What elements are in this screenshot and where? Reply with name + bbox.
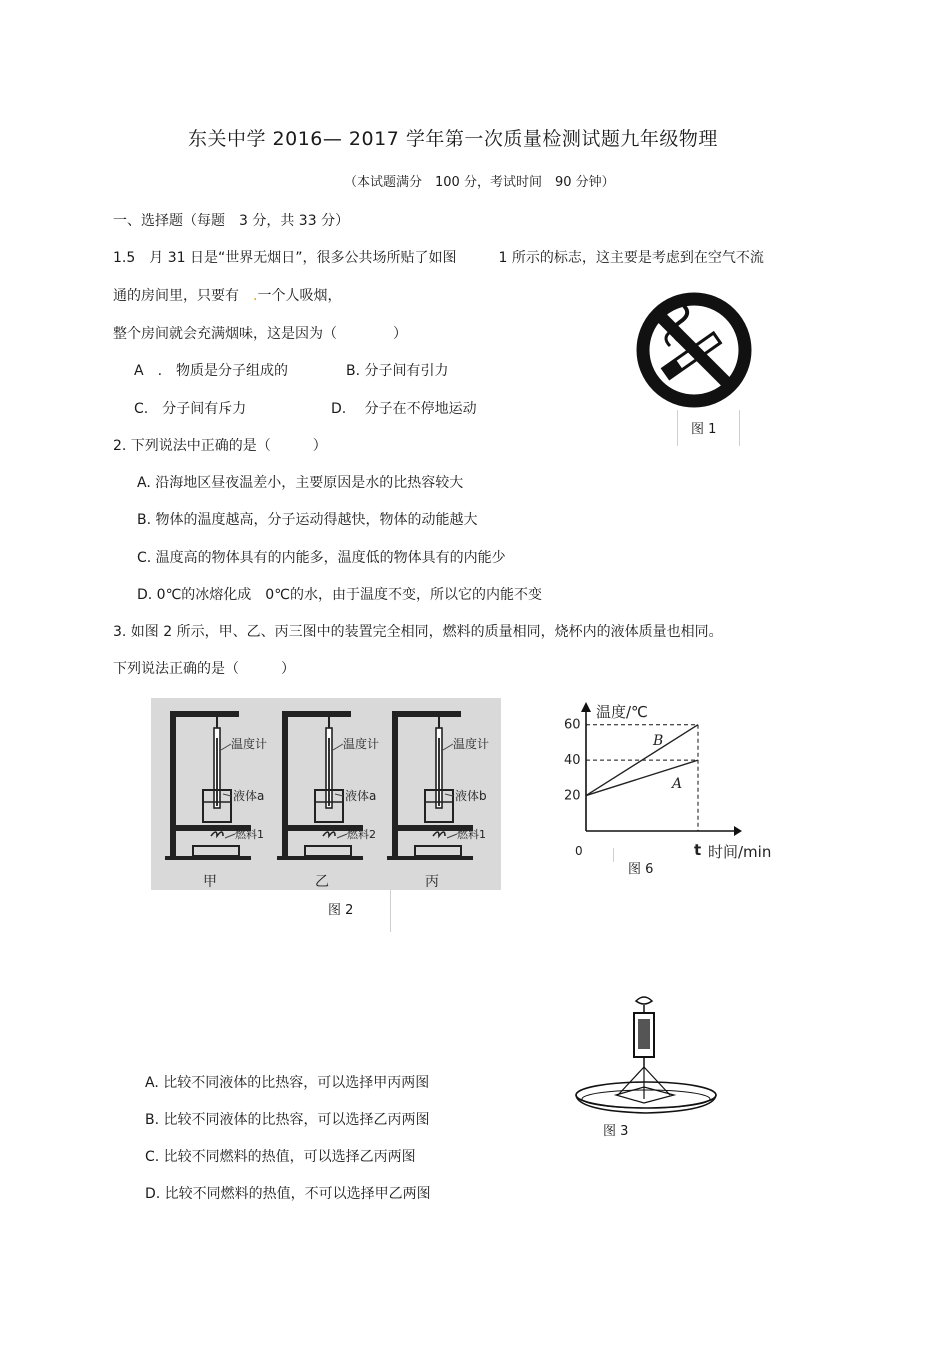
q3-option-c[interactable]: C. 比较不同燃料的热值，可以选择乙丙两图 bbox=[145, 1149, 416, 1165]
x-axis-arrow-icon bbox=[734, 826, 742, 836]
q1-option-c[interactable]: C. 分子间有斥力 bbox=[134, 401, 247, 417]
origin-label: 0 bbox=[575, 844, 583, 858]
flame-icon bbox=[433, 832, 445, 836]
q2-option-a[interactable]: A. 沿海地区昼夜温差小，主要原因是水的比热容较大 bbox=[137, 475, 464, 491]
liquid-label: 液体a bbox=[233, 789, 265, 803]
fuel-label: 燃料1 bbox=[235, 828, 264, 841]
y-tick-label: 60 bbox=[564, 717, 581, 733]
q3-stem-line2: 下列说法正确的是（ ） bbox=[113, 661, 295, 677]
figure3-caption: 图 3 bbox=[603, 1124, 629, 1139]
fig1-frame-left bbox=[677, 410, 678, 446]
q3-option-a[interactable]: A. 比较不同液体的比热容，可以选择甲丙两图 bbox=[145, 1075, 430, 1091]
q2-option-c[interactable]: C. 温度高的物体具有的内能多，温度低的物体具有的内能少 bbox=[137, 550, 506, 566]
leader-line bbox=[335, 794, 343, 796]
liquid-label: 液体b bbox=[455, 789, 487, 803]
figure1-caption: 图 1 bbox=[691, 422, 717, 437]
q2-option-b[interactable]: B. 物体的温度越高，分子运动得越快，物体的动能越大 bbox=[137, 512, 478, 528]
q1-option-d[interactable]: D. 分子在不停地运动 bbox=[331, 401, 477, 417]
fig2-frame-divider bbox=[390, 890, 391, 932]
fig6-frame-divider bbox=[613, 848, 614, 862]
q1-dot-mark: . bbox=[253, 288, 258, 304]
q1-stem-line3: 整个房间就会充满烟味，这是因为（ ） bbox=[113, 326, 407, 342]
figure6-caption: 图 6 bbox=[628, 862, 654, 877]
fuel-dish bbox=[193, 846, 239, 856]
q3-stem-line1: 3. 如图 2 所示，甲、乙、丙三图中的装置完全相同，燃料的质量相同，烧杯内的液体质量也相同。 bbox=[113, 624, 723, 640]
leader-line bbox=[337, 834, 347, 838]
q1-stem-line1: 1.5 月 31 日是“世界无烟日”，很多公共场所贴了如图 1 所示的标志，这主要是考虑到在空气不流 bbox=[113, 250, 764, 266]
fuel-label: 燃料1 bbox=[457, 828, 486, 841]
x-tick-label: t bbox=[694, 841, 702, 859]
y-tick-label: 20 bbox=[564, 788, 581, 804]
apparatus-2 bbox=[277, 712, 379, 890]
apparatus-3 bbox=[387, 712, 489, 890]
apparatus-1 bbox=[165, 712, 267, 890]
y-tick-label: 40 bbox=[564, 753, 581, 769]
flame-icon bbox=[323, 832, 335, 836]
leader-line bbox=[445, 794, 453, 796]
leader-line bbox=[225, 834, 235, 838]
fuel-label: 燃料2 bbox=[347, 828, 376, 841]
section-heading: 一、选择题（每题 3 分，共 33 分） bbox=[113, 213, 350, 229]
y-axis-label: 温度/℃ bbox=[596, 703, 648, 721]
leader-line bbox=[221, 744, 231, 750]
q1-option-a[interactable]: A . 物质是分子组成的 bbox=[134, 363, 289, 379]
apparatus-name: 甲 bbox=[203, 874, 217, 890]
fuel-dish bbox=[415, 846, 461, 856]
exam-info: （本试题满分 100 分，考试时间 90 分钟） bbox=[344, 175, 615, 190]
fig1-frame-right bbox=[739, 410, 740, 446]
figure2-apparatus bbox=[151, 698, 501, 890]
flame-icon bbox=[211, 832, 223, 836]
liquid-label: 液体a bbox=[345, 789, 377, 803]
q3-option-d[interactable]: D. 比较不同燃料的热值，不可以选择甲乙两图 bbox=[145, 1186, 431, 1202]
q2-option-d[interactable]: D. 0℃的冰熔化成 0℃的水，由于温度不变，所以它的内能不变 bbox=[137, 587, 542, 603]
q1-stem-line2-a: 通的房间里，只要有 bbox=[113, 288, 253, 304]
q1-stem-line2 bbox=[113, 287, 341, 305]
leader-line bbox=[447, 834, 457, 838]
x-axis-label: 时间/min bbox=[708, 843, 772, 861]
q3-option-b[interactable]: B. 比较不同液体的比热容，可以选择乙丙两图 bbox=[145, 1112, 430, 1128]
fuel-dish bbox=[305, 846, 351, 856]
series-label-A: A bbox=[672, 776, 683, 792]
series-label-B: B bbox=[653, 733, 664, 749]
page-title: 东关中学 2016— 2017 学年第一次质量检测试题九年级物理 bbox=[188, 128, 718, 150]
apparatus-name: 丙 bbox=[425, 874, 439, 890]
figure2-caption: 图 2 bbox=[328, 903, 354, 918]
thermometer-label: 温度计 bbox=[343, 737, 380, 751]
thermometer-label: 温度计 bbox=[231, 737, 268, 751]
q1-option-b[interactable]: B. 分子间有引力 bbox=[346, 363, 449, 379]
apparatus-name: 乙 bbox=[315, 874, 329, 890]
leader-line bbox=[333, 744, 343, 750]
leader-line bbox=[223, 794, 231, 796]
y-axis-arrow-icon bbox=[581, 702, 591, 712]
thermometer-label: 温度计 bbox=[453, 737, 490, 751]
q1-stem-line2-b: 一个人吸烟， bbox=[257, 288, 342, 304]
figure6-chart bbox=[560, 698, 800, 868]
figure3-spring-scale-icon bbox=[574, 995, 724, 1115]
q2-stem: 2. 下列说法中正确的是（ ） bbox=[113, 438, 327, 454]
leader-line bbox=[443, 744, 453, 750]
no-smoking-sign-icon bbox=[630, 290, 758, 410]
